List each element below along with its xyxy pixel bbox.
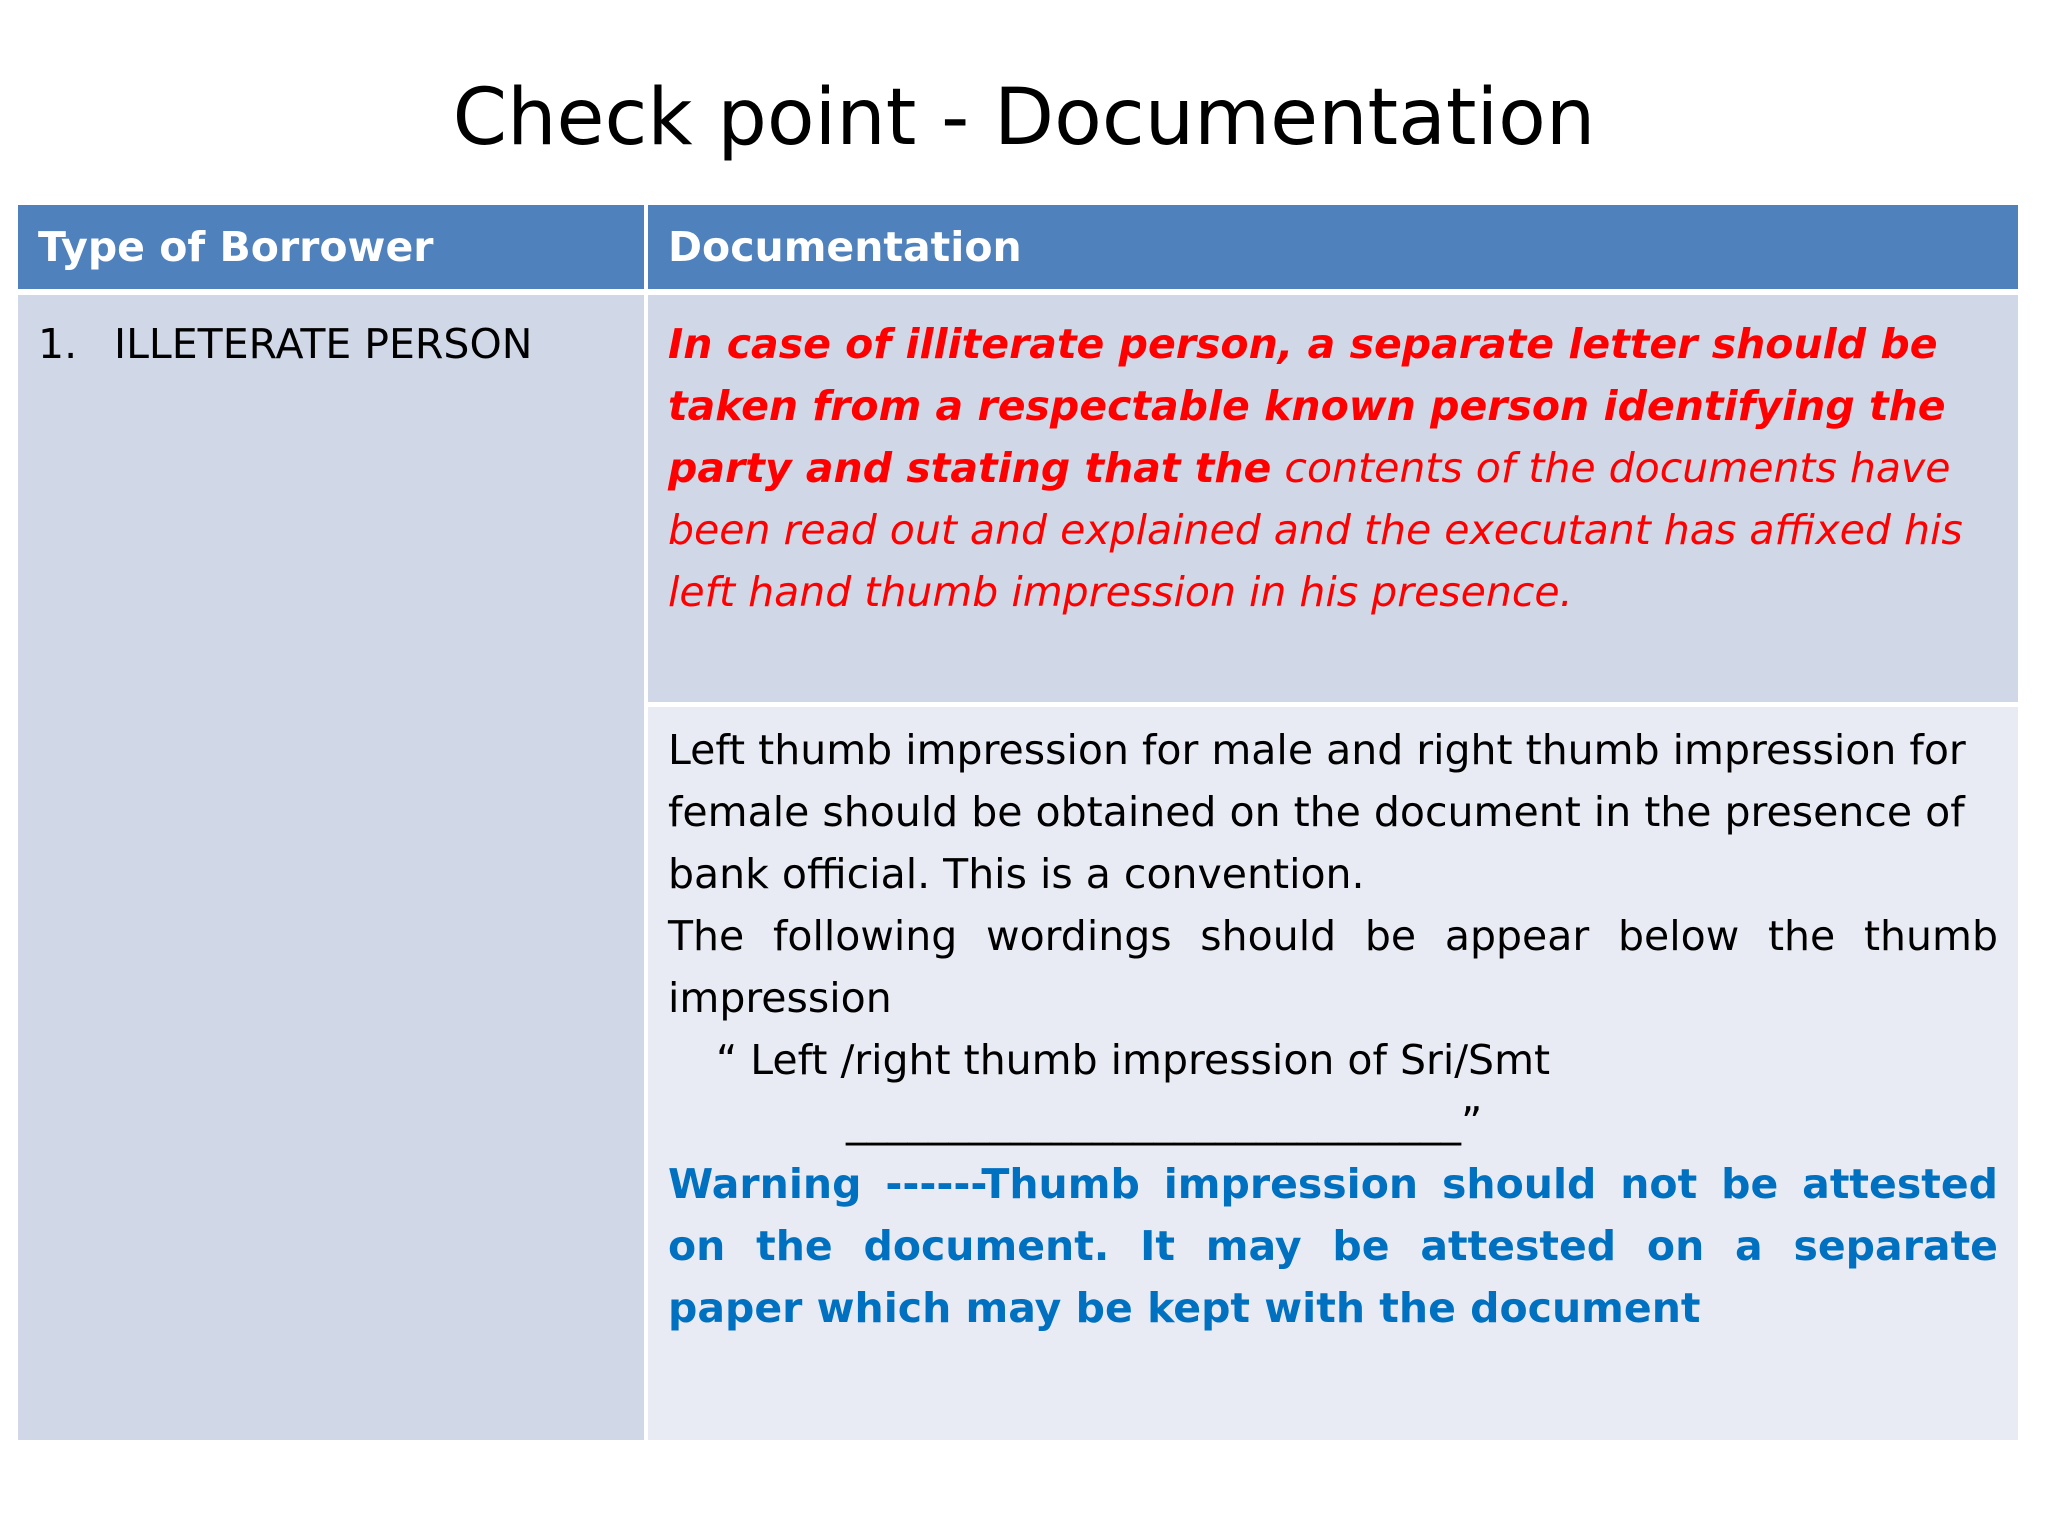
wording-instruction-line-2: impression [668,974,892,1022]
attestation-warning: Warning ------Thumb impression should not be attested on the document. It may be attested on a separate paper which may be kept with the document [668,1160,1998,1332]
thumb-impression-wording-quote: “ Left /right thumb impression of Sri/Smt [716,1036,1551,1084]
name-blank-line: ______________________________” [846,1098,1483,1146]
documentation-table [18,205,2018,1440]
thumb-impression-convention-text: Left thumb impression for male and right thumb impression for female should be obtained on the document in the presence of bank official. This is a convention. [668,726,1966,898]
header-documentation: Documentation [648,205,2018,289]
thumb-impression-guidance-cell [648,707,2018,1440]
borrower-type: ILLETERATE PERSON [114,320,533,368]
header-type-of-borrower: Type of Borrower [18,205,644,289]
requirement-bold-text: In case of illiterate person, a separate letter should be taken from a respectable known person identifying the party and stating that the [668,320,1946,492]
slide-title: Check point - Documentation [452,73,1596,163]
requirement-regular-text: contents of the documents have been read out and explained and the executant has affixed his left hand thumb impression in his presence. [668,444,1963,616]
borrower-type-cell [18,295,644,1440]
borrower-number: 1. [38,320,78,368]
wording-instruction-line-1: The following wordings should be appear below the thumb [668,912,1998,960]
illiterate-letter-requirement-cell [648,295,2018,702]
